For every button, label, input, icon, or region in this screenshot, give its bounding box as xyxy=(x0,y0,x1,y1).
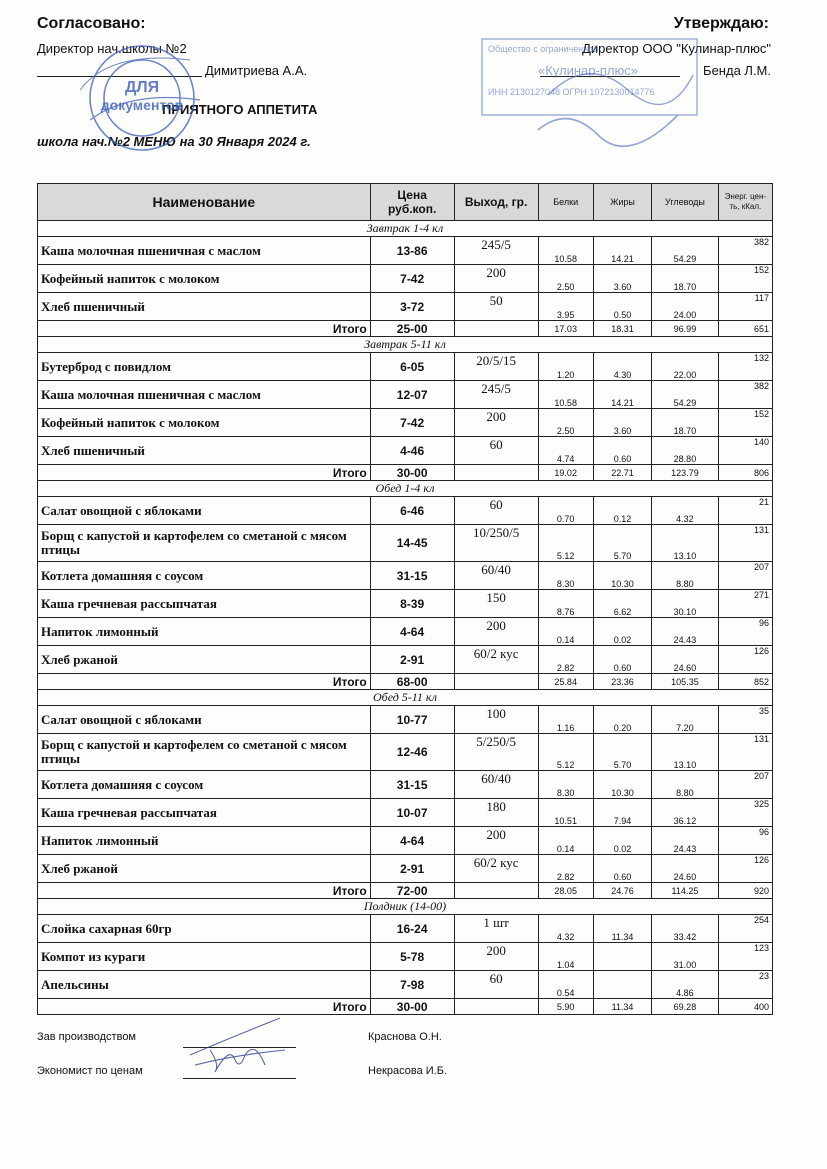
dish-fat: 14.21 xyxy=(593,237,651,265)
dish-price: 10-07 xyxy=(370,799,454,827)
dish-kcal: 123 xyxy=(718,943,772,971)
table-row xyxy=(38,915,773,943)
dish-protein: 1.04 xyxy=(538,943,593,971)
total-protein: 28.05 xyxy=(538,883,593,899)
dish-kcal: 152 xyxy=(718,265,772,293)
dish-name: Кофейный напиток с молоком xyxy=(38,409,371,437)
dish-price: 7-98 xyxy=(370,971,454,999)
dish-fat: 0.20 xyxy=(593,706,651,734)
dish-carbs: 7.20 xyxy=(652,706,719,734)
dish-fat: 0.60 xyxy=(593,646,651,674)
dish-carbs: 28.80 xyxy=(652,437,719,465)
table-row xyxy=(38,497,773,525)
dish-price: 4-64 xyxy=(370,827,454,855)
dish-yield: 100 xyxy=(454,706,538,734)
section-title: Обед 1-4 кл xyxy=(38,481,773,497)
dish-price: 6-46 xyxy=(370,497,454,525)
dish-price: 2-91 xyxy=(370,646,454,674)
table-row xyxy=(38,646,773,674)
dish-protein: 0.14 xyxy=(538,618,593,646)
total-price: 30-00 xyxy=(370,465,454,481)
col-header-name: Наименование xyxy=(38,184,371,221)
dish-protein: 2.50 xyxy=(538,265,593,293)
dish-yield: 60/40 xyxy=(454,771,538,799)
dish-carbs: 36.12 xyxy=(652,799,719,827)
dish-price: 5-78 xyxy=(370,943,454,971)
dish-protein: 4.74 xyxy=(538,437,593,465)
dish-price: 8-39 xyxy=(370,590,454,618)
dish-price: 4-46 xyxy=(370,437,454,465)
dish-fat: 6.62 xyxy=(593,590,651,618)
dish-name: Апельсины xyxy=(38,971,371,999)
dish-kcal: 126 xyxy=(718,855,772,883)
total-label: Итого xyxy=(38,321,371,337)
dish-yield: 245/5 xyxy=(454,381,538,409)
dish-carbs: 30.10 xyxy=(652,590,719,618)
section-row xyxy=(38,221,773,237)
dish-carbs: 31.00 xyxy=(652,943,719,971)
dish-protein: 0.70 xyxy=(538,497,593,525)
dish-kcal: 207 xyxy=(718,562,772,590)
col-header-carbs: Углеводы xyxy=(652,184,719,221)
dish-fat: 3.60 xyxy=(593,265,651,293)
dish-carbs: 54.29 xyxy=(652,237,719,265)
dish-yield: 200 xyxy=(454,827,538,855)
dish-kcal: 96 xyxy=(718,827,772,855)
table-row xyxy=(38,971,773,999)
col-header-energy: Энерг. цен-ть, кКал. xyxy=(718,184,772,221)
stamp-text-docs: документов xyxy=(100,97,184,113)
school-stamp xyxy=(70,30,210,160)
table-row xyxy=(38,706,773,734)
dish-name: Слойка сахарная 60гр xyxy=(38,915,371,943)
section-row xyxy=(38,899,773,915)
confirm-name: Бенда Л.М. xyxy=(703,63,771,78)
dish-fat: 5.70 xyxy=(593,525,651,562)
dish-name: Напиток лимонный xyxy=(38,618,371,646)
menu-subtitle: школа нач.№2 МЕНЮ на 30 Января 2024 г. xyxy=(37,134,311,149)
dish-yield: 60 xyxy=(454,971,538,999)
total-yield-empty xyxy=(454,465,538,481)
dish-yield: 60/40 xyxy=(454,562,538,590)
dish-protein: 5.12 xyxy=(538,734,593,771)
stamp-line-2: «Кулинар-плюс» xyxy=(538,63,638,78)
dish-protein: 1.16 xyxy=(538,706,593,734)
dish-name: Салат овощной с яблоками xyxy=(38,706,371,734)
footer-role-production: Зав производством xyxy=(37,1031,136,1043)
dish-yield: 20/5/15 xyxy=(454,353,538,381)
dish-kcal: 23 xyxy=(718,971,772,999)
section-row xyxy=(38,690,773,706)
dish-fat: 5.70 xyxy=(593,734,651,771)
table-row xyxy=(38,237,773,265)
dish-protein: 2.82 xyxy=(538,646,593,674)
dish-protein: 4.32 xyxy=(538,915,593,943)
dish-name: Салат овощной с яблоками xyxy=(38,497,371,525)
total-row xyxy=(38,674,773,690)
total-row xyxy=(38,465,773,481)
dish-price: 31-15 xyxy=(370,562,454,590)
section-row xyxy=(38,481,773,497)
table-row xyxy=(38,381,773,409)
stamp-text-dlya: ДЛЯ xyxy=(124,79,160,96)
col-header-price: Цена руб.коп. xyxy=(370,184,454,221)
bon-appetit: ПРИЯТНОГО АППЕТИТА xyxy=(162,102,318,117)
total-fat: 24.76 xyxy=(593,883,651,899)
dish-name: Хлеб пшеничный xyxy=(38,437,371,465)
total-label: Итого xyxy=(38,674,371,690)
dish-carbs: 8.80 xyxy=(652,562,719,590)
footer-name-production: Краснова О.Н. xyxy=(368,1031,442,1043)
confirm-position: Директор ООО "Кулинар-плюс" xyxy=(582,41,771,56)
table-row xyxy=(38,618,773,646)
dish-protein: 10.58 xyxy=(538,381,593,409)
dish-price: 31-15 xyxy=(370,771,454,799)
dish-price: 6-05 xyxy=(370,353,454,381)
total-row xyxy=(38,883,773,899)
dish-kcal: 140 xyxy=(718,437,772,465)
dish-carbs: 33.42 xyxy=(652,915,719,943)
dish-kcal: 271 xyxy=(718,590,772,618)
table-row xyxy=(38,265,773,293)
dish-yield: 245/5 xyxy=(454,237,538,265)
dish-name: Каша молочная пшеничная с маслом xyxy=(38,381,371,409)
confirm-title: Утверждаю: xyxy=(673,15,769,32)
dish-price: 2-91 xyxy=(370,855,454,883)
total-carbs: 105.35 xyxy=(652,674,719,690)
total-kcal: 852 xyxy=(718,674,772,690)
table-row xyxy=(38,943,773,971)
total-yield-empty xyxy=(454,999,538,1015)
dish-kcal: 21 xyxy=(718,497,772,525)
dish-price: 7-42 xyxy=(370,265,454,293)
dish-kcal: 132 xyxy=(718,353,772,381)
dish-name: Борщ с капустой и картофелем со сметаной с мясом птицы xyxy=(38,734,371,771)
dish-protein: 0.14 xyxy=(538,827,593,855)
total-fat: 23.36 xyxy=(593,674,651,690)
dish-protein: 10.58 xyxy=(538,237,593,265)
section-row xyxy=(38,337,773,353)
footer-role-economist: Экономист по ценам xyxy=(37,1065,143,1077)
dish-yield: 180 xyxy=(454,799,538,827)
handwritten-signature xyxy=(185,1010,295,1080)
approved-title: Согласовано: xyxy=(37,15,146,32)
dish-name: Напиток лимонный xyxy=(38,827,371,855)
dish-yield: 60/2 кус xyxy=(454,646,538,674)
dish-protein: 8.30 xyxy=(538,771,593,799)
dish-name: Бутерброд с повидлом xyxy=(38,353,371,381)
dish-carbs: 18.70 xyxy=(652,409,719,437)
total-carbs: 114.25 xyxy=(652,883,719,899)
dish-fat: 0.12 xyxy=(593,497,651,525)
section-title: Полдник (14-00) xyxy=(38,899,773,915)
dish-fat xyxy=(593,971,651,999)
dish-yield: 60 xyxy=(454,497,538,525)
table-row xyxy=(38,525,773,562)
dish-kcal: 152 xyxy=(718,409,772,437)
dish-name: Хлеб ржаной xyxy=(38,646,371,674)
dish-name: Котлета домашняя с соусом xyxy=(38,771,371,799)
total-label: Итого xyxy=(38,465,371,481)
section-title: Обед 5-11 кл xyxy=(38,690,773,706)
dish-price: 4-64 xyxy=(370,618,454,646)
dish-fat: 4.30 xyxy=(593,353,651,381)
dish-fat: 0.60 xyxy=(593,437,651,465)
dish-carbs: 8.80 xyxy=(652,771,719,799)
dish-protein: 8.30 xyxy=(538,562,593,590)
dish-yield: 50 xyxy=(454,293,538,321)
table-row xyxy=(38,562,773,590)
company-stamp xyxy=(478,35,708,155)
total-price: 68-00 xyxy=(370,674,454,690)
dish-price: 12-46 xyxy=(370,734,454,771)
dish-kcal: 207 xyxy=(718,771,772,799)
total-fat: 11.34 xyxy=(593,999,651,1015)
dish-yield: 150 xyxy=(454,590,538,618)
total-yield-empty xyxy=(454,883,538,899)
dish-kcal: 254 xyxy=(718,915,772,943)
dish-fat: 0.02 xyxy=(593,827,651,855)
dish-name: Каша молочная пшеничная с маслом xyxy=(38,237,371,265)
total-protein: 17.03 xyxy=(538,321,593,337)
dish-protein: 2.82 xyxy=(538,855,593,883)
total-row xyxy=(38,321,773,337)
dish-kcal: 131 xyxy=(718,525,772,562)
dish-fat: 0.50 xyxy=(593,293,651,321)
dish-carbs: 24.43 xyxy=(652,618,719,646)
dish-fat: 3.60 xyxy=(593,409,651,437)
dish-protein: 5.12 xyxy=(538,525,593,562)
dish-fat: 10.30 xyxy=(593,771,651,799)
dish-carbs: 4.32 xyxy=(652,497,719,525)
dish-name: Каша гречневая рассыпчатая xyxy=(38,799,371,827)
dish-name: Компот из кураги xyxy=(38,943,371,971)
dish-carbs: 24.60 xyxy=(652,646,719,674)
dish-carbs: 4.86 xyxy=(652,971,719,999)
col-header-yield: Выход, гр. xyxy=(454,184,538,221)
dish-yield: 10/250/5 xyxy=(454,525,538,562)
dish-fat xyxy=(593,943,651,971)
section-title: Завтрак 1-4 кл xyxy=(38,221,773,237)
approved-name: Димитриева А.А. xyxy=(205,63,308,78)
dish-price: 12-07 xyxy=(370,381,454,409)
footer-name-economist: Некрасова И.Б. xyxy=(368,1065,447,1077)
dish-yield: 200 xyxy=(454,409,538,437)
total-carbs: 96.99 xyxy=(652,321,719,337)
dish-protein: 10.51 xyxy=(538,799,593,827)
total-protein: 25.84 xyxy=(538,674,593,690)
dish-fat: 0.60 xyxy=(593,855,651,883)
stamp-line-1: Общество с ограниченной xyxy=(488,44,599,54)
total-carbs: 69.28 xyxy=(652,999,719,1015)
dish-yield: 200 xyxy=(454,265,538,293)
table-row xyxy=(38,855,773,883)
dish-carbs: 22.00 xyxy=(652,353,719,381)
dish-carbs: 24.43 xyxy=(652,827,719,855)
table-row xyxy=(38,353,773,381)
dish-carbs: 24.60 xyxy=(652,855,719,883)
dish-price: 14-45 xyxy=(370,525,454,562)
dish-name: Каша гречневая рассыпчатая xyxy=(38,590,371,618)
table-row xyxy=(38,437,773,465)
table-row xyxy=(38,827,773,855)
total-row xyxy=(38,999,773,1015)
dish-kcal: 117 xyxy=(718,293,772,321)
table-row xyxy=(38,799,773,827)
table-row xyxy=(38,590,773,618)
dish-fat: 10.30 xyxy=(593,562,651,590)
dish-carbs: 54.29 xyxy=(652,381,719,409)
total-label: Итого xyxy=(38,883,371,899)
total-protein: 19.02 xyxy=(538,465,593,481)
dish-protein: 0.54 xyxy=(538,971,593,999)
dish-protein: 2.50 xyxy=(538,409,593,437)
dish-yield: 60/2 кус xyxy=(454,855,538,883)
dish-kcal: 96 xyxy=(718,618,772,646)
dish-carbs: 24.00 xyxy=(652,293,719,321)
table-row xyxy=(38,409,773,437)
dish-protein: 8.76 xyxy=(538,590,593,618)
dish-kcal: 382 xyxy=(718,381,772,409)
total-fat: 18.31 xyxy=(593,321,651,337)
dish-yield: 1 шт xyxy=(454,915,538,943)
dish-yield: 5/250/5 xyxy=(454,734,538,771)
dish-price: 10-77 xyxy=(370,706,454,734)
total-fat: 22.71 xyxy=(593,465,651,481)
total-kcal: 651 xyxy=(718,321,772,337)
table-row xyxy=(38,293,773,321)
dish-yield: 60 xyxy=(454,437,538,465)
dish-price: 13-86 xyxy=(370,237,454,265)
table-header-row xyxy=(38,184,773,221)
dish-name: Кофейный напиток с молоком xyxy=(38,265,371,293)
dish-carbs: 13.10 xyxy=(652,734,719,771)
total-protein: 5.90 xyxy=(538,999,593,1015)
total-price: 25-00 xyxy=(370,321,454,337)
table-row xyxy=(38,734,773,771)
dish-kcal: 126 xyxy=(718,646,772,674)
dish-kcal: 35 xyxy=(718,706,772,734)
approved-position: Директор нач.школы №2 xyxy=(37,41,187,56)
total-carbs: 123.79 xyxy=(652,465,719,481)
dish-name: Хлеб пшеничный xyxy=(38,293,371,321)
dish-fat: 7.94 xyxy=(593,799,651,827)
dish-price: 16-24 xyxy=(370,915,454,943)
dish-fat: 14.21 xyxy=(593,381,651,409)
col-header-fat: Жиры xyxy=(593,184,651,221)
dish-fat: 0.02 xyxy=(593,618,651,646)
total-kcal: 920 xyxy=(718,883,772,899)
dish-price: 7-42 xyxy=(370,409,454,437)
total-price: 72-00 xyxy=(370,883,454,899)
total-yield-empty xyxy=(454,674,538,690)
dish-name: Хлеб ржаной xyxy=(38,855,371,883)
section-title: Завтрак 5-11 кл xyxy=(38,337,773,353)
dish-kcal: 382 xyxy=(718,237,772,265)
total-kcal: 806 xyxy=(718,465,772,481)
dish-name: Котлета домашняя с соусом xyxy=(38,562,371,590)
dish-fat: 11.34 xyxy=(593,915,651,943)
dish-carbs: 18.70 xyxy=(652,265,719,293)
dish-yield: 200 xyxy=(454,943,538,971)
table-row xyxy=(38,771,773,799)
total-price: 30-00 xyxy=(370,999,454,1015)
stamp-line-3: ИНН 2130127048 ОГРН 1072130014776 xyxy=(488,87,655,97)
dish-price: 3-72 xyxy=(370,293,454,321)
dish-name: Борщ с капустой и картофелем со сметаной с мясом птицы xyxy=(38,525,371,562)
total-label: Итого xyxy=(38,999,371,1015)
dish-yield: 200 xyxy=(454,618,538,646)
dish-carbs: 13.10 xyxy=(652,525,719,562)
dish-protein: 3.95 xyxy=(538,293,593,321)
dish-kcal: 325 xyxy=(718,799,772,827)
total-kcal: 400 xyxy=(718,999,772,1015)
dish-protein: 1.20 xyxy=(538,353,593,381)
dish-kcal: 131 xyxy=(718,734,772,771)
menu-table xyxy=(37,183,773,1015)
col-header-protein: Белки xyxy=(538,184,593,221)
total-yield-empty xyxy=(454,321,538,337)
